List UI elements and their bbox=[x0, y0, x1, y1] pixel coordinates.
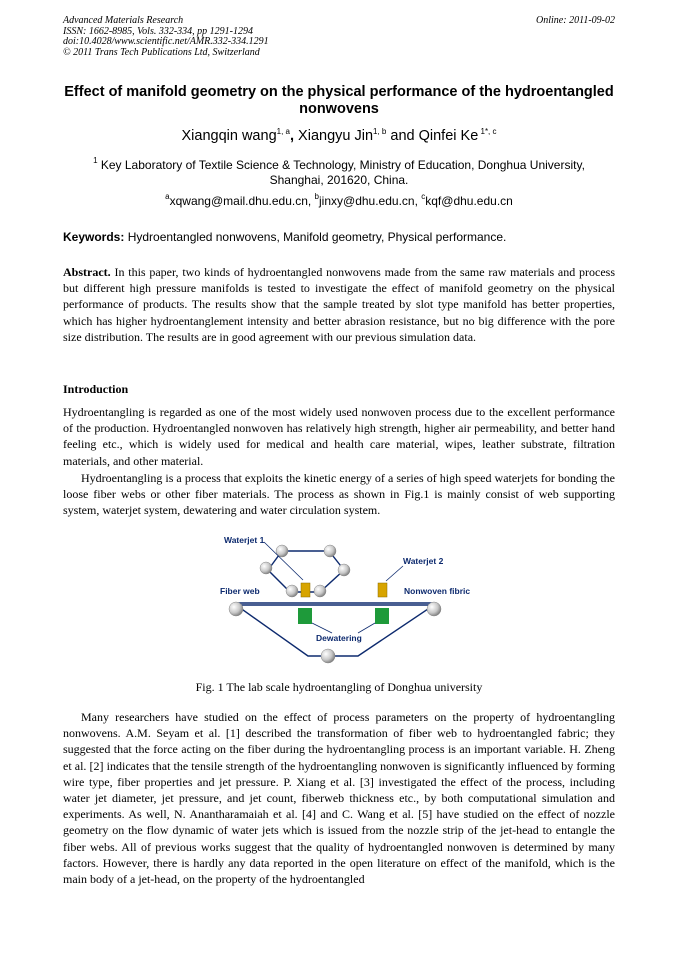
dewatering-box bbox=[375, 608, 389, 624]
label-fiber-web: Fiber web bbox=[220, 586, 260, 596]
affiliation bbox=[78, 158, 600, 188]
label-waterjet-2: Waterjet 2 bbox=[403, 556, 444, 566]
leader-line bbox=[312, 623, 332, 633]
email-mark: a bbox=[165, 192, 170, 201]
author-list bbox=[63, 128, 615, 144]
paragraph: Hydroentangling is a process that exploits the kinetic energy of a series of high speed waterjets for bonding the loose fiber webs or other fiber materials. The process as shown in Fig.1 is mainly consist of web supporting system, waterjet system, dewatering and water circulation system. bbox=[63, 471, 615, 518]
email-address: xqwang@mail.dhu.edu.cn, bbox=[169, 194, 315, 208]
label-waterjet-1: Waterjet 1 bbox=[224, 535, 265, 545]
roller bbox=[314, 585, 326, 597]
issn-line: ISSN: 1662-8985, Vols. 332-334, pp 1291-1294 bbox=[63, 25, 253, 37]
email-address: kqf@dhu.edu.cn bbox=[425, 194, 513, 208]
waterjet-1-nozzle bbox=[301, 583, 310, 597]
lower-belt bbox=[236, 605, 434, 656]
author-name: Qinfei Ke bbox=[418, 128, 479, 144]
author-affil-mark: 1, b bbox=[373, 127, 387, 136]
email-address: jinxy@dhu.edu.cn, bbox=[319, 194, 422, 208]
hydroentangling-diagram bbox=[208, 530, 488, 672]
affiliation-text: Key Laboratory of Textile Science & Technology, Ministry of Education, Donghua University, Shanghai, 201620, China. bbox=[97, 158, 585, 187]
author-name: Xiangyu Jin bbox=[298, 128, 374, 144]
leader-line bbox=[386, 566, 403, 581]
author-separator: and bbox=[386, 128, 419, 144]
label-dewatering: Dewatering bbox=[316, 633, 362, 643]
figure-caption: Fig. 1 The lab scale hydroentangling of Donghua university bbox=[195, 680, 483, 694]
roller bbox=[321, 649, 335, 663]
roller bbox=[427, 602, 441, 616]
leader-line bbox=[358, 623, 375, 633]
roller bbox=[229, 602, 243, 616]
keywords bbox=[63, 230, 615, 244]
keywords-text: Hydroentangled nonwovens, Manifold geometry, Physical performance. bbox=[124, 230, 507, 244]
journal-name: Advanced Materials Research bbox=[63, 15, 184, 26]
dewatering-box bbox=[298, 608, 312, 624]
section-heading: Introduction bbox=[63, 382, 129, 396]
label-nonwoven-fabric: Nonwoven fibric bbox=[404, 586, 471, 596]
roller bbox=[286, 585, 298, 597]
email-list bbox=[63, 194, 615, 208]
roller bbox=[338, 564, 350, 576]
paragraph: Many researchers have studied on the effect of process parameters on the property of hydroentangling nonwovens. A.M. Seyam et al. [1] described the transformation of fiber web to hydroentangled fabric; they suggested that the force acting on the fiber during the hydroentangling process is an important variable. H. Zheng et al. [2] indicates that the tensile strength of the hydroentangling nonwoven is significantly influenced by forming wire type, fiber properties and jet pressure. P. Xiang et al. [3] investigated the effect of the process, including water jet diameter, jet pressure, and jet count, fiberweb thickness etc., by both computational simulation and experiments. As well, N. Anantharamaiah et al. [4] and C. Wang et al. [5] have studied on the effect of nozzle geometry on the flow dynamic of water jets which is issued from the nozzle strip of the jet-head to entangle the fiber webs. All of previous works suggest that the quality of hydroentangled nonwoven is determined by many factors. However, there is hardly any data reported in the open literature on effect of the manifold, which is the main body of a jet-head, on the property of the hydroentangled bbox=[63, 710, 615, 887]
roller bbox=[324, 545, 336, 557]
email-mark: b bbox=[314, 192, 319, 201]
abstract-label: Abstract. bbox=[63, 265, 111, 279]
paragraph: Hydroentangling is regarded as one of the most widely used nonwoven process due to the excellent performance of the production. Hydroentangled nonwoven has relatively high strength, higher air permeability, and better hand feeling etc., which is widely used for medical and health care material, wipes, leather substrate, filtration materials, and other material. bbox=[63, 405, 615, 468]
author-separator: , bbox=[289, 128, 299, 144]
waterjet-2-nozzle bbox=[378, 583, 387, 597]
doi-line: doi:10.4028/www.scientific.net/AMR.332-334.1291 bbox=[63, 36, 269, 47]
author-name: Xiangqin wang bbox=[181, 128, 277, 144]
online-date: Online: 2011-09-02 bbox=[536, 15, 615, 26]
abstract-text: In this paper, two kinds of hydroentangled nonwovens made from the same raw materials and process but different high pressure manifolds is tested to investigate the effect of manifold geometry on the physical performance of products. The results show that the sample treated by slot type manifold has better properties, which has higher hydroentanglement intensity and better abrasion resistance, but no big difference with the pore size distribution. The results are in good agreement with our previous simulation data. bbox=[63, 265, 615, 344]
email-mark: c bbox=[421, 192, 426, 201]
affiliation-mark: 1 bbox=[93, 156, 98, 165]
figure-1 bbox=[208, 530, 488, 672]
author-affil-mark: 1, a bbox=[276, 127, 290, 136]
keywords-label: Keywords: bbox=[63, 230, 125, 244]
author-affil-mark: 1*, c bbox=[478, 127, 497, 136]
running-header bbox=[63, 16, 615, 58]
paper-title: Effect of manifold geometry on the physical performance of the hydroentangled nonwovens bbox=[64, 84, 614, 117]
copyright-line: © 2011 Trans Tech Publications Ltd, Switzerland bbox=[63, 46, 260, 58]
abstract bbox=[63, 264, 615, 345]
roller bbox=[260, 562, 272, 574]
